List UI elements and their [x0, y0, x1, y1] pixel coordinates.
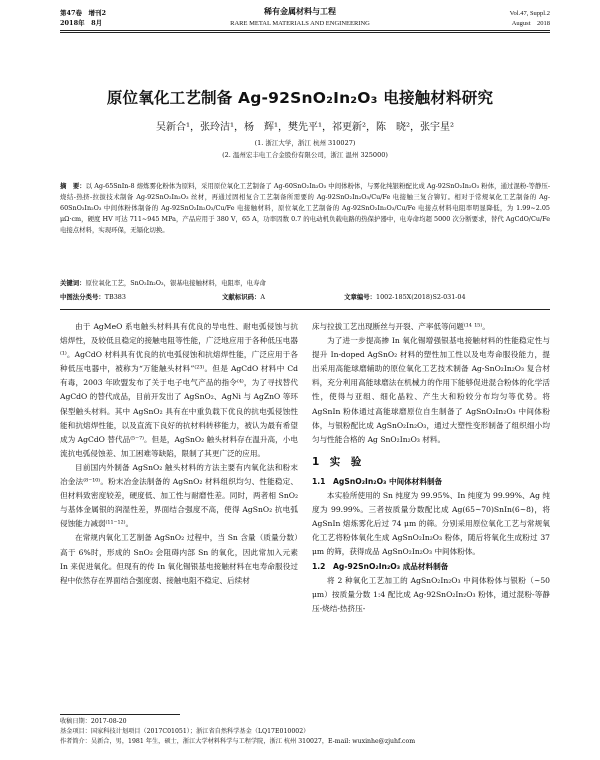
intro-continued: 床与拉拔工艺出现断丝与开裂、产率低等问题⁽¹⁴ ¹⁵⁾。 — [312, 322, 490, 331]
subsection-heading-1-1: 1.1 AgSnO₂In₂O₃ 中间体材料制备 — [312, 476, 443, 486]
clc-label: 中图法分类号： — [60, 293, 105, 301]
author-list: 吴新合¹，张玲洁¹，杨 辉¹，樊先平¹，祁更新²，陈 晓²，张宇星² — [155, 122, 455, 133]
keywords-label: 关键词： — [60, 279, 86, 287]
abstract-label: 摘 要： — [60, 182, 86, 190]
article-number-value: 1002-185X(2018)S2-031-04 — [376, 293, 466, 301]
footnote-rule — [60, 714, 180, 715]
paper-title: 原位氧化工艺制备 Ag-92SnO₂In₂O₃ 电接触材料研究 — [106, 89, 494, 107]
section-heading-experiment: 1 实 验 — [312, 455, 362, 468]
intro-paragraph-1: 由于 AgMeO 系电触头材料具有优良的导电性、耐电弧侵蚀与抗熔焊性，及较低且稳定的接触电阻等性能，广泛地应用于各种低压电器⁽¹⁾。AgCdO 材料具有优良的抗电弧侵蚀和抗熔焊性能，广泛应用于各种低压电器中，被称为“万能触头材料”⁽²³⁾。但是 AgCdO 材料中 Cd 有毒，2003 年欧盟发布了关于电子电气产品的指令⁽⁴⁾，为了寻找替代 AgCdO 的替代成品，目前开发出了 AgSnO₂、AgNi 与 AgZnO 等环保型触头材料。其中 AgSnO₂ 具有在中重负载下优良的抗电弧侵蚀性能和抗熔焊性能，以及直流下良好的抗材料转移能力，被认为最有希望成为 AgCdO 替代品⁽⁵⁻⁷⁾。但是，AgSnO₂ 触头材料存在温升高，小电流抗电弧侵蚀差、加工困难等缺陷，限制了其更广泛的应用。 — [60, 322, 298, 458]
footnote-received: 收稿日期：2017-08-20 — [60, 718, 127, 725]
footnote-author-bio: 作者简介：吴新合，男，1981 年生，硕士，浙江大学材料科学与工程学院，浙江 杭州 310027，E-mail: wuxinhe@zjuhf.com — [60, 738, 416, 745]
header-date: 2018年 8月 — [60, 19, 103, 27]
intro-paragraph-2: 目前国内外制备 AgSnO₂ 触头材料的方法主要有内氧化法和粉末冶金法⁽⁸⁻¹⁰⁾。粉末冶金法制备的 AgSnO₂ 材料组织均匀、性能稳定、但材料致密度较差，硬度低、加工性与耐磨性差。同时，两者相 SnO₂ 与基体金属银的润湿性差，界面结合强度不高，使得 AgSnO₂ 抗电弧侵蚀能力减弱⁽¹¹⁻¹²⁾。 — [60, 462, 298, 529]
header-rule-thin — [60, 32, 550, 33]
abstract-rule — [60, 309, 550, 310]
affiliation-2: (2. 温州宏丰电工合金股份有限公司，浙江 温州 325000) — [222, 151, 388, 159]
header-volume: 第47卷 增刊2 — [60, 9, 107, 17]
method-paragraph-1: 本实验所使用的 Sn 纯度为 99.95%、In 纯度为 99.99%、Ag 纯度为 99.99%。三者按质量分数配比成 Ag(65~70)SnIn(6~8)，将 AgSnIn 熔炼雾化后过 74 μm 的筛。分别采用原位氧化工艺与常规氧化工艺将粉体氧化生成 AgSnO₂In₂O₃ 粉体，随后将氧化生成粉过 37 μm 的筛，获得成品 AgSnO₂In₂O₃ 中间体粉体。 — [312, 491, 550, 557]
doc-code-label: 文献标识码： — [222, 293, 261, 301]
right-column — [312, 320, 550, 616]
article-number-label: 文章编号： — [344, 293, 377, 301]
method-paragraph-2: 将 2 种氧化工艺加工的 AgSnO₂In₂O₃ 中间体粉体与银粉（~50 μm）按质量分数 1:4 配比成 Ag-92SnO₂In₂O₃ 粉体，通过混粉-等静压-烧结-热挤压- — [312, 575, 550, 613]
keywords-text: 原位氧化工艺，SnO₂In₂O₃，银基电接触材料，电阻率，电寿命 — [85, 279, 266, 287]
header-rule — [60, 30, 550, 31]
header-journal-cn: 稀有金属材料与工程 — [264, 6, 336, 16]
left-column — [60, 320, 298, 588]
header-volume-en: Vol.47, Suppl.2 — [509, 10, 550, 17]
classification-line — [60, 292, 550, 303]
doc-code-value: A — [260, 293, 266, 301]
keywords — [60, 278, 550, 289]
footnote-fund: 基金项目：国家科技计划项目（2017C01051）；浙江省自然科学基金（LQ17E010002） — [60, 728, 310, 735]
affiliation-1: (1. 浙江大学，浙江 杭州 310027) — [254, 139, 356, 147]
subsection-heading-1-2: 1.2 Ag-92SnO₂In₂O₃ 成品材料制备 — [312, 561, 449, 571]
header-journal-en: RARE METAL MATERIALS AND ENGINEERING — [230, 20, 370, 27]
abstract — [60, 181, 550, 236]
header-date-en: August 2018 — [511, 20, 550, 27]
intro-paragraph-4: 为了进一步提高掺 In 氧化锡增强银基电接触材料的性能稳定性与提升 In-doped AgSnO₂ 材料的塑性加工性以及电寿命服役能力，提出采用高能球磨辅助的原位氧化工艺技术制备 Ag-SnO₂In₂O₃ 复合材料，充分利用高能球磨法在机械力的作用下能够促进混合粉体的化学活性，使得与亚组、细化晶粒、产生大和粉较分布均匀等优势。将 AgSnIn 粉体通过高能球磨原位自生制备了 AgSnO₂In₂O₃ 中间体粉体，与银粉配比成 AgSnO₂In₂O₃，通过大塑性变形制备了组织细小均匀与性能合格的 Ag SnO₂In₂O₃ 材料。 — [312, 336, 550, 444]
clc-value: TB383 — [104, 293, 126, 301]
intro-paragraph-3: 在常规内氧化工艺制备 AgSnO₂ 过程中，当 Sn 含量（质量分数）高于 6%时，形成的 SnO₂ 会阻碍内部 Sn 的氧化，因此常加入元素 In 来促进氧化。但现有的传 In 氧化锡银基电接触材料在电寿命服役过程中依然存在界面结合强度弱、接触电阻不稳定、后续材 — [60, 533, 298, 585]
abstract-text: 以 Ag-65SnIn-8 熔炼雾化粉体为原料，采用原位氧化工艺制备了 Ag-60SnO₂In₂O₃ 中间体粉体，与雾化纯银粉配比成 Ag-92SnO₂In₂O₃ 粉体，通过混粉-等静压-烧结-热挤-拉拔技术制备 Ag-92SnO₂In₂O₃ 丝材，再通过固相复合工艺制备所需要的 Ag-92SnO₂In₂O₃/Cu/Fe 电接触三复合铆钉。相对于常规氧化工艺制备的 Ag-60SnO₂In₂O₃ 中间体粉体制备的 Ag-92SnO₂In₂O₃/Cu/Fe 电接触材料，原位氧化工艺制备的 Ag-92SnO₂In₂O₃/Cu/Fe 电接点材料电阻率明显降低，为 1.99~2.05 μΩ·cm，硬度 HV 可达 711~945 MPa，产品应用于 380 V，65 A，功率因数 0.7 的电动机负载电路的热保护器中，电寿命均超 5000 次分断要求，替代 AgCdO/Cu/Fe 电接点材料，实现环保，无镉化切换。 — [60, 182, 551, 234]
